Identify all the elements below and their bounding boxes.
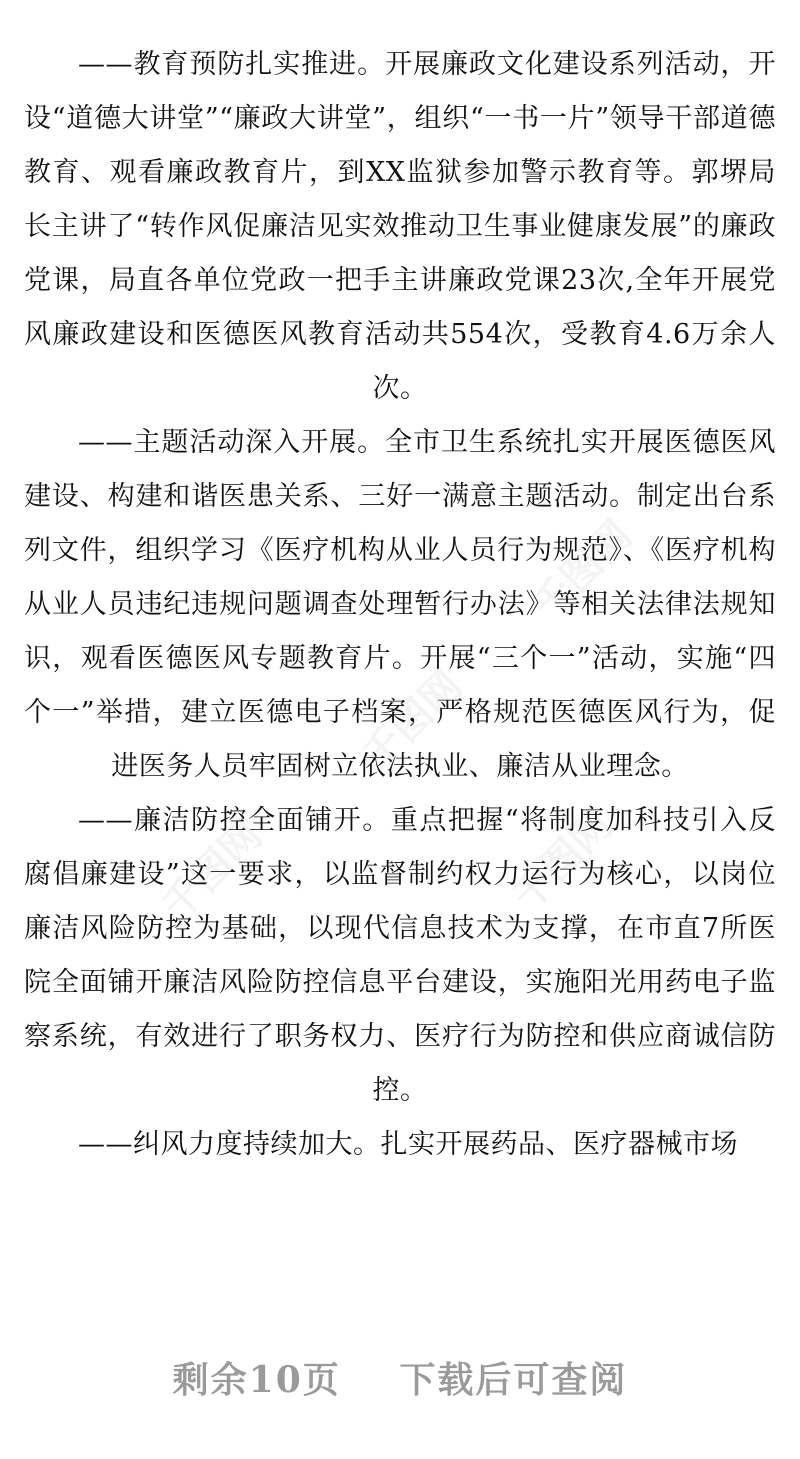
download-to-view-label: 下载后可查阅 xyxy=(399,1359,628,1401)
paragraph-education-prevention: ——教育预防扎实推进。开展廉政文化建设系列活动，开设“道德大讲堂”“廉政大讲堂”，组织“一书一片”领导干部道德教育、观看廉政教育片，到XX监狱参加警示教育等。郭堺局长主讲了“转作风促廉洁见实效推动卫生事业健康发展”的廉政党课，局直各单位党政一把手主讲廉政党课23次,全年开展党风廉政建设和医德医风教育活动共554次，受教育4.6万余人次。 xyxy=(24,49,776,404)
download-prompt[interactable] xyxy=(0,1352,800,1403)
watermark: 千图网 xyxy=(523,512,642,630)
paragraph-integrity-control: ——廉洁防控全面铺开。重点把握“将制度加科技引入反腐倡廉建设”这一要求，以监督制约权力运行为核心，以岗位廉洁风险防控为基础，以现代信息技术为支撑，在市直7所医院全面铺开廉洁风险防控信息平台建设，实施阳光用药电子监察系统，有效进行了职务权力、医疗行为防控和供应商诚信防控。 xyxy=(24,805,776,1106)
document-body xyxy=(24,38,776,1172)
remaining-pages-label: 剩余10页 xyxy=(172,1359,341,1401)
paragraph-correction-efforts: ——纠风力度持续加大。扎实开展药品、医疗器械市场 xyxy=(78,1129,738,1160)
watermark: 千图网 xyxy=(353,662,472,780)
watermark: 千图网 xyxy=(503,802,622,920)
paragraph-theme-activities: ——主题活动深入开展。全市卫生系统扎实开展医德医风建设、构建和谐医患关系、三好一满意主题活动。制定出台系列文件，组织学习《医疗机构从业人员行为规范》、《医疗机构从业人员违纪违规问题调查处理暂行办法》等相关法律法规知识，观看医德医风专题教育片。开展“三个一”活动，实施“四个一”举措，建立医德电子档案，严格规范医德医风行为，促进医务人员牢固树立依法执业、廉洁从业理念。 xyxy=(24,427,776,782)
watermark: 千图网 xyxy=(153,812,272,930)
